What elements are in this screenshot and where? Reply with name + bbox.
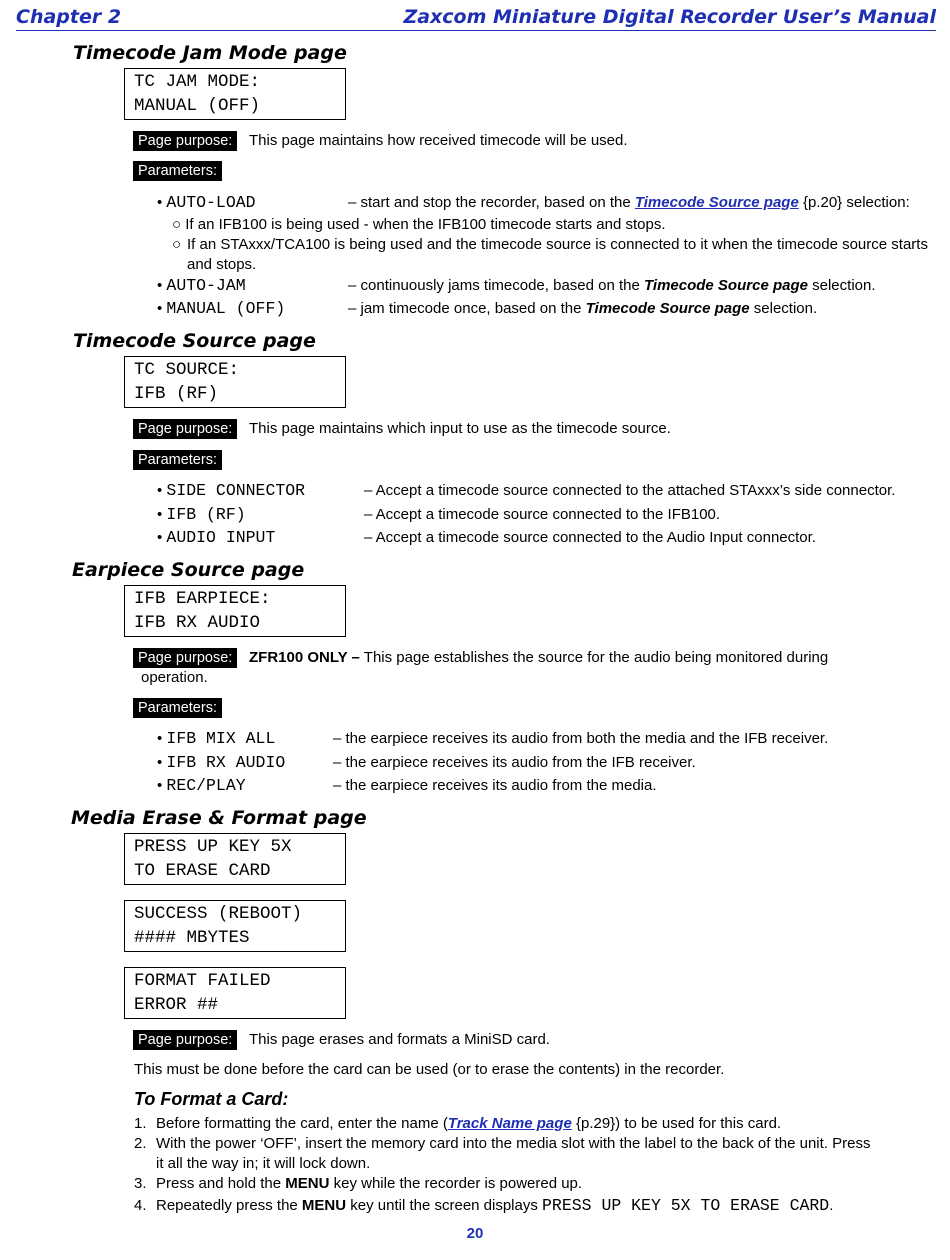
param-ifb-mix-all: • IFB MIX ALL xyxy=(157,729,276,748)
sub-item: ○ If an IFB100 is being used - when the IFB100 timecode starts and stops. xyxy=(172,216,666,233)
section-title-tc-source: Timecode Source page xyxy=(73,330,316,352)
param-ifb-rx-audio: • IFB RX AUDIO xyxy=(157,753,286,772)
parameters-label: Parameters: xyxy=(133,698,222,718)
page-purpose-text: This page maintains which input to use as the timecode source. xyxy=(249,420,671,437)
step-number: 3. xyxy=(134,1175,147,1192)
format-card-title: To Format a Card: xyxy=(134,1089,289,1109)
lcd-format-failed xyxy=(124,967,346,1019)
param-side-connector: • SIDE CONNECTOR xyxy=(157,481,306,500)
lcd-line: TO ERASE CARD xyxy=(134,860,271,881)
section-title-media: Media Erase & Format page xyxy=(71,807,367,829)
page-purpose-text: This page maintains how received timecode will be used. xyxy=(249,132,628,149)
step-2-line-2: it all the way in; it will lock down. xyxy=(156,1155,371,1172)
param-desc: – the earpiece receives its audio from the IFB receiver. xyxy=(333,754,696,771)
param-desc: – the earpiece receives its audio from the media. xyxy=(333,777,657,794)
lcd-line: MANUAL (OFF) xyxy=(134,95,261,116)
lcd-line: SUCCESS (REBOOT) xyxy=(134,904,303,924)
param-desc: – Accept a timecode source connected to the IFB100. xyxy=(364,506,721,523)
step-number: 1. xyxy=(134,1115,147,1132)
lcd-tc-source xyxy=(124,356,346,408)
section-title-earpiece: Earpiece Source page xyxy=(72,559,305,581)
lcd-line: IFB EARPIECE: xyxy=(134,589,271,609)
chapter-title: Chapter 2 xyxy=(16,6,122,28)
param-ifb-rf: • IFB (RF) xyxy=(157,505,246,524)
step-1: Before formatting the card, enter the name (Track Name page {p.29}) to be used for this card. xyxy=(156,1115,782,1132)
param-desc: – start and stop the recorder, based on the Timecode Source page {p.20} selection: xyxy=(348,194,910,211)
lcd-success xyxy=(124,900,346,952)
parameters-label: Parameters: xyxy=(133,161,222,181)
lcd-tc-jam xyxy=(124,68,346,120)
step-number: 2. xyxy=(134,1135,147,1152)
parameters-label: Parameters: xyxy=(133,450,222,470)
lcd-line: ERROR ## xyxy=(134,994,219,1015)
page-header xyxy=(16,6,936,31)
param-audio-input: • AUDIO INPUT xyxy=(157,528,276,547)
step-3: Press and hold the MENU key while the recorder is powered up. xyxy=(156,1175,583,1192)
lcd-erase-prompt xyxy=(124,833,346,885)
lcd-line: #### MBYTES xyxy=(134,927,250,948)
manual-title: Zaxcom Miniature Digital Recorder User’s Manual xyxy=(403,6,936,28)
param-desc: – Accept a timecode source connected to the Audio Input connector. xyxy=(364,529,816,546)
lcd-line: IFB (RF) xyxy=(134,383,219,404)
param-desc: – continuously jams timecode, based on the Timecode Source page selection. xyxy=(348,277,876,294)
page-purpose-label: Page purpose: xyxy=(133,419,237,439)
timecode-source-link[interactable]: Timecode Source page xyxy=(634,194,799,211)
param-manual-off: • MANUAL (OFF) xyxy=(157,299,286,318)
page-purpose-text-cont: operation. xyxy=(141,669,208,686)
param-desc: – the earpiece receives its audio from both the media and the IFB receiver. xyxy=(333,730,829,747)
step-2-line-1: With the power ‘OFF’, insert the memory card into the media slot with the label to the back of the unit. Press xyxy=(156,1135,871,1152)
section-title-tc-jam: Timecode Jam Mode page xyxy=(73,42,347,64)
lcd-line: TC SOURCE: xyxy=(134,360,240,380)
param-auto-load: • AUTO-LOAD xyxy=(157,193,256,212)
page-purpose-label: Page purpose: xyxy=(133,131,237,151)
lcd-line: IFB RX AUDIO xyxy=(134,612,261,633)
param-desc: – Accept a timecode source connected to the attached STAxxx’s side connector. xyxy=(364,482,896,499)
step-4: Repeatedly press the MENU key until the screen displays PRESS UP KEY 5X TO ERASE CARD. xyxy=(156,1196,834,1215)
page-purpose-label: Page purpose: xyxy=(133,1030,237,1050)
lcd-line: TC JAM MODE: xyxy=(134,72,261,92)
track-name-link[interactable]: Track Name page xyxy=(447,1115,572,1132)
page-purpose-text: ZFR100 ONLY – This page establishes the source for the audio being monitored during xyxy=(249,649,829,666)
page-purpose-label: Page purpose: xyxy=(133,648,237,668)
sub-item: ○ If an STAxxx/TCA100 is being used and the timecode source is connected to it when the timecode source starts and stops. xyxy=(172,236,928,273)
media-note: This must be done before the card can be used (or to erase the contents) in the recorder. xyxy=(134,1061,725,1078)
param-auto-jam: • AUTO-JAM xyxy=(157,276,246,295)
lcd-line: PRESS UP KEY 5X xyxy=(134,837,292,857)
step-number: 4. xyxy=(134,1197,147,1214)
lcd-line: FORMAT FAILED xyxy=(134,971,271,991)
page-number: 20 xyxy=(466,1225,484,1242)
param-rec-play: • REC/PLAY xyxy=(157,776,246,795)
page-purpose-text: This page erases and formats a MiniSD card. xyxy=(249,1031,550,1048)
param-desc: – jam timecode once, based on the Timecode Source page selection. xyxy=(348,300,818,317)
lcd-earpiece xyxy=(124,585,346,637)
